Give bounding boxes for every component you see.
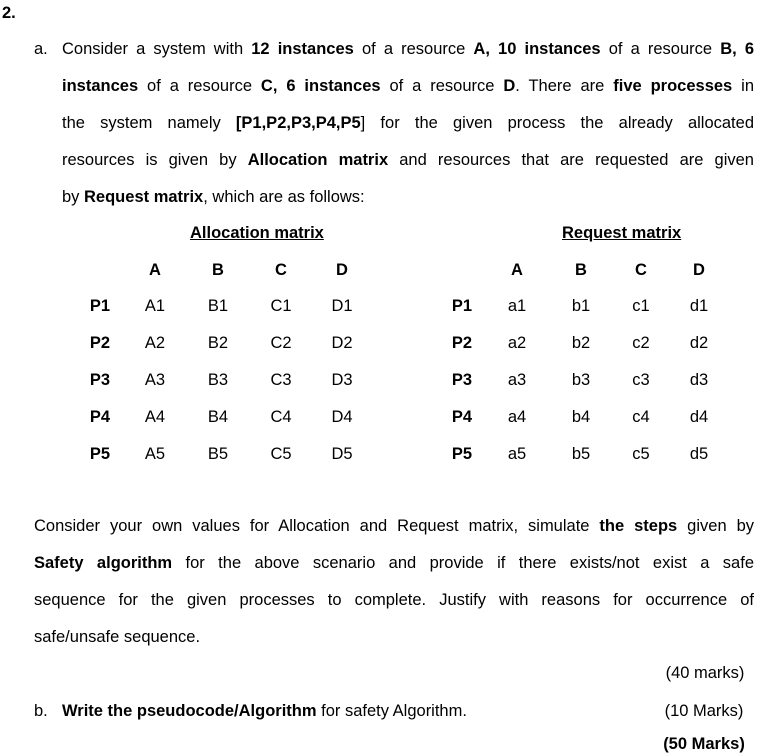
text-run: of a resource: [353, 40, 474, 58]
request-header-cell: A: [511, 261, 523, 279]
request-process-label: P1: [451, 297, 473, 315]
allocation-value-cell: C3: [270, 371, 292, 389]
request-value-cell: d2: [689, 334, 709, 352]
allocation-header-cell: D: [336, 261, 348, 279]
text-run: sequence for the given processes to complete. Justify with reasons for occurrence of: [34, 591, 754, 609]
allocation-value-cell: D2: [331, 334, 353, 352]
part-b-text: [62, 702, 467, 721]
allocation-value-cell: D4: [331, 408, 353, 426]
request-value-cell: a3: [507, 371, 527, 389]
allocation-value-cell: D3: [331, 371, 353, 389]
text-run: for the above scenario and provide if there exists/not exist a safe: [172, 554, 754, 572]
request-process-label: P2: [451, 334, 473, 352]
allocation-value-cell: B1: [207, 297, 229, 315]
allocation-value-cell: B3: [207, 371, 229, 389]
paragraph-line: [62, 77, 754, 96]
text-run: by: [62, 188, 85, 206]
question-number: 2.: [2, 4, 16, 22]
request-value-cell: c2: [632, 334, 650, 352]
text-run: given by: [677, 517, 755, 535]
allocation-process-label: P4: [89, 408, 111, 426]
allocation-value-cell: D1: [331, 297, 353, 315]
bold-text: instances: [62, 77, 139, 95]
total-marks: (50 Marks): [663, 735, 745, 753]
request-value-cell: c5: [632, 445, 650, 463]
text-run: . There are: [515, 77, 614, 95]
part-a-marks: (40 marks): [665, 664, 745, 682]
request-value-cell: b5: [571, 445, 591, 463]
part-b-rest-text: for safety Algorithm.: [316, 702, 467, 720]
bold-text: D: [503, 77, 516, 95]
bold-text: Request matrix: [84, 188, 204, 206]
request-process-label: P4: [451, 408, 473, 426]
request-matrix-title: [562, 224, 681, 243]
paragraph-line: [34, 591, 754, 610]
allocation-header-cell: A: [149, 261, 161, 279]
text-run: of a resource: [138, 77, 261, 95]
bold-text: 12 instances: [251, 40, 354, 58]
text-run: in: [732, 77, 754, 95]
allocation-process-label: P2: [89, 334, 111, 352]
text-run: Consider a system with: [62, 40, 252, 58]
allocation-value-cell: B5: [207, 445, 229, 463]
request-value-cell: a1: [507, 297, 527, 315]
bold-text: B, 6: [720, 40, 754, 58]
request-process-label: P3: [451, 371, 473, 389]
request-value-cell: b4: [571, 408, 591, 426]
text-run: , which are as follows:: [203, 188, 365, 206]
text-run: Consider your own values for Allocation and Request matrix, simulate: [34, 517, 600, 535]
bold-text: C, 6 instances: [260, 77, 381, 95]
text-run: and resources that are requested are given: [388, 151, 754, 169]
allocation-value-cell: A1: [144, 297, 166, 315]
part-b-marks: (10 Marks): [664, 702, 744, 720]
paragraph-line: [34, 628, 754, 647]
request-value-cell: d4: [689, 408, 709, 426]
text-run: ] for the given process the already allocated: [360, 114, 754, 132]
request-value-cell: d1: [689, 297, 709, 315]
request-value-cell: a2: [507, 334, 527, 352]
paragraph-line: [62, 40, 754, 59]
text-run: of a resource: [380, 77, 504, 95]
request-process-label: P5: [451, 445, 473, 463]
allocation-value-cell: C2: [270, 334, 292, 352]
allocation-value-cell: C4: [270, 408, 292, 426]
bold-text: A, 10 instances: [473, 40, 601, 58]
part-b-bold-text: Write the pseudocode/Algorithm: [62, 702, 317, 720]
text-run: safe/unsafe sequence.: [34, 628, 201, 646]
allocation-header-cell: B: [212, 261, 224, 279]
request-header-cell: C: [635, 261, 647, 279]
allocation-matrix-title: [190, 224, 324, 243]
bold-text: Safety algorithm: [34, 554, 173, 572]
part-a-label: a.: [34, 40, 48, 58]
allocation-value-cell: A5: [144, 445, 166, 463]
bold-text: five processes: [613, 77, 733, 95]
allocation-value-cell: A3: [144, 371, 166, 389]
paragraph-line: [62, 188, 754, 207]
request-value-cell: b1: [571, 297, 591, 315]
request-value-cell: c3: [632, 371, 650, 389]
request-value-cell: d5: [689, 445, 709, 463]
text-run: of a resource: [600, 40, 721, 58]
bold-text: [P1,P2,P3,P4,P5: [235, 114, 361, 132]
paragraph-line: [62, 151, 754, 170]
request-value-cell: d3: [689, 371, 709, 389]
part-b-label: b.: [34, 702, 48, 720]
paragraph-line: [34, 554, 754, 573]
bold-text: the steps: [599, 517, 678, 535]
bold-text: Allocation matrix: [247, 151, 389, 169]
request-value-cell: c4: [632, 408, 650, 426]
text-run: the system namely: [62, 114, 236, 132]
allocation-process-label: P1: [89, 297, 111, 315]
request-value-cell: a5: [507, 445, 527, 463]
paragraph-line: [34, 517, 754, 536]
request-value-cell: a4: [507, 408, 527, 426]
allocation-value-cell: A2: [144, 334, 166, 352]
allocation-process-label: P3: [89, 371, 111, 389]
request-value-cell: b2: [571, 334, 591, 352]
allocation-value-cell: D5: [331, 445, 353, 463]
allocation-value-cell: C1: [270, 297, 292, 315]
request-matrix-title-text: Request matrix: [562, 224, 682, 242]
text-run: resources is given by: [62, 151, 248, 169]
allocation-value-cell: B2: [207, 334, 229, 352]
allocation-matrix-title-text: Allocation matrix: [190, 224, 324, 242]
request-header-cell: B: [575, 261, 587, 279]
allocation-value-cell: A4: [144, 408, 166, 426]
request-value-cell: c1: [632, 297, 650, 315]
allocation-process-label: P5: [89, 445, 111, 463]
allocation-header-cell: C: [275, 261, 287, 279]
allocation-value-cell: B4: [207, 408, 229, 426]
allocation-value-cell: C5: [270, 445, 292, 463]
request-header-cell: D: [693, 261, 705, 279]
paragraph-line: [62, 114, 754, 133]
request-value-cell: b3: [571, 371, 591, 389]
